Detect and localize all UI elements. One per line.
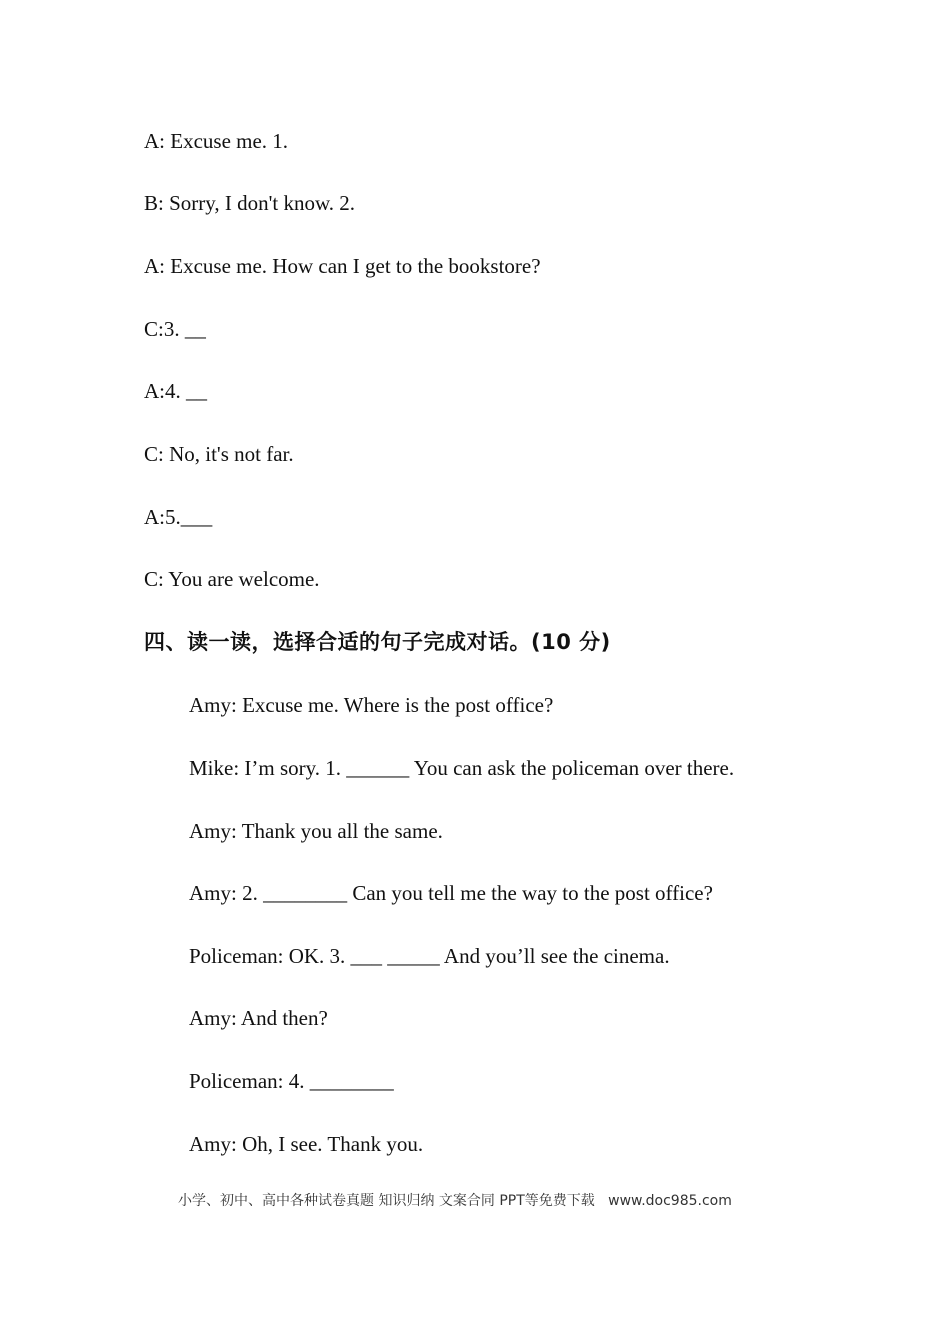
- dialogue-line: Amy: And then?: [189, 1006, 328, 1030]
- dialogue-line: Amy: Oh, I see. Thank you.: [189, 1132, 424, 1156]
- dialogue-line: C:3. __: [144, 317, 206, 341]
- dialogue-line: Mike: I’m sory. 1. ______ You can ask the policeman over there.: [189, 756, 735, 780]
- dialogue-line: Amy: Thank you all the same.: [189, 819, 443, 843]
- dialogue-line: C: No, it's not far.: [144, 442, 294, 466]
- dialogue-line: A:5.___: [144, 505, 213, 529]
- dialogue-line: A:4. __: [144, 379, 207, 403]
- dialogue-line: C: You are welcome.: [144, 567, 320, 591]
- dialogue-line: A: Excuse me. How can I get to the bookstore?: [144, 254, 541, 278]
- dialogue-line: Policeman: 4. ________: [189, 1069, 394, 1093]
- dialogue-line: Policeman: OK. 3. ___ _____ And you’ll see the cinema.: [189, 944, 670, 968]
- page-footer: 小学、初中、高中各种试卷真题 知识归纳 文案合同 PPT等免费下载 www.doc985.com: [178, 1193, 732, 1209]
- dialogue-line: Amy: Excuse me. Where is the post office?: [189, 693, 554, 717]
- section-four-heading: 四、读一读，选择合适的句子完成对话。(10 分): [144, 630, 611, 654]
- dialogue-line: B: Sorry, I don't know. 2.: [144, 191, 356, 215]
- dialogue-line: Amy: 2. ________ Can you tell me the way to the post office?: [189, 881, 713, 905]
- dialogue-line: A: Excuse me. 1.: [144, 129, 289, 153]
